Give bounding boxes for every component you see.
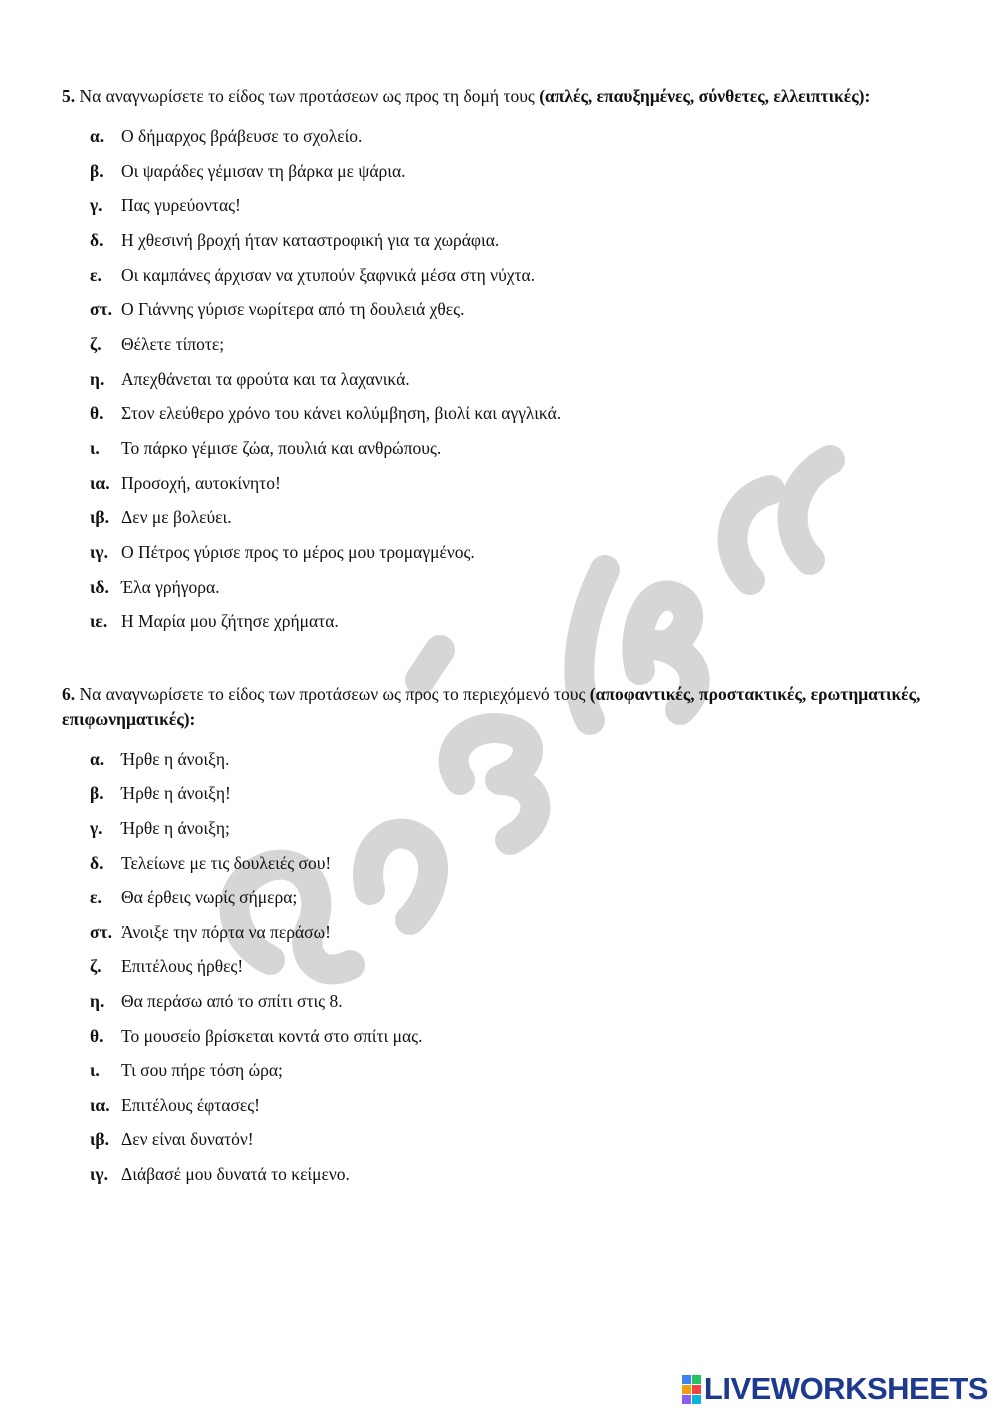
list-item <box>90 1157 932 1192</box>
item-text: Απεχθάνεται τα φρούτα και τα λαχανικά. <box>121 368 410 389</box>
exercise-6 <box>62 682 932 1192</box>
list-item <box>90 223 932 258</box>
item-letter: ε. <box>90 887 102 908</box>
list-item <box>90 154 932 189</box>
item-letter: δ. <box>90 229 104 250</box>
item-text: Δεν με βολεύει. <box>121 507 232 528</box>
exercise-5 <box>62 84 932 639</box>
list-item <box>90 188 932 223</box>
item-text: Οι ψαράδες γέμισαν τη βάρκα με ψάρια. <box>121 160 406 181</box>
item-text: Προσοχή, αυτοκίνητο! <box>121 472 281 493</box>
list-item <box>90 119 932 154</box>
list-item <box>90 777 932 812</box>
exercise-6-options: (αποφαντικές, προστακτικές, ερωτηματικές, επιφωνηματικές): <box>62 684 921 729</box>
item-letter: ι. <box>90 1060 100 1081</box>
exercise-5-prompt <box>62 84 932 109</box>
logo-tile <box>682 1395 691 1404</box>
item-text: Τι σου πήρε τόση ώρα; <box>121 1060 283 1081</box>
item-letter: ιγ. <box>90 1163 108 1184</box>
item-letter: ζ. <box>90 956 102 977</box>
item-text: Διάβασέ μου δυνατά το κείμενο. <box>121 1163 350 1184</box>
item-text: Ήρθε η άνοιξη! <box>121 783 231 804</box>
item-letter: ια. <box>90 472 110 493</box>
item-text: Τελείωνε με τις δουλειές σου! <box>121 852 332 873</box>
list-item <box>90 258 932 293</box>
item-text: Ήρθε η άνοιξη. <box>121 748 230 769</box>
list-item <box>90 605 932 640</box>
item-text: Ο δήμαρχος βράβευσε το σχολείο. <box>121 125 363 146</box>
item-text: Ο Πέτρος γύρισε προς το μέρος μου τρομαγμένος. <box>121 542 475 563</box>
logo-tile <box>692 1385 701 1394</box>
item-letter: η. <box>90 990 105 1011</box>
list-item <box>90 915 932 950</box>
item-letter: ε. <box>90 264 102 285</box>
exercise-5-instruction: Να αναγνωρίσετε το είδος των προτάσεων ως προς τη δομή τους <box>79 86 535 106</box>
brand-wordmark: LIVEWORKSHEETS <box>703 1371 988 1406</box>
list-item <box>90 950 932 985</box>
item-text: Επιτέλους ήρθες! <box>121 956 244 977</box>
list-item <box>90 1088 932 1123</box>
list-item <box>90 1123 932 1158</box>
exercise-6-instruction: Να αναγνωρίσετε το είδος των προτάσεων ως προς το περιεχόμενό τους <box>79 684 586 704</box>
item-letter: θ. <box>90 1025 104 1046</box>
exercise-6-number: 6. <box>62 684 76 704</box>
list-item <box>90 327 932 362</box>
exercise-5-options: (απλές, επαυξημένες, σύνθετες, ελλειπτικές): <box>539 86 871 106</box>
item-letter: ιβ. <box>90 1129 110 1150</box>
item-text: Ήρθε η άνοιξη; <box>121 817 230 838</box>
item-text: Θα έρθεις νωρίς σήμερα; <box>121 887 298 908</box>
list-item <box>90 742 932 777</box>
item-letter: α. <box>90 748 105 769</box>
logo-tile <box>682 1375 691 1384</box>
item-letter: στ. <box>90 921 112 942</box>
liveworksheets-branding[interactable] <box>682 1372 988 1406</box>
exercise-6-prompt <box>62 682 932 732</box>
item-letter: ιγ. <box>90 542 108 563</box>
item-letter: α. <box>90 125 105 146</box>
item-text: Πας γυρεύοντας! <box>121 195 241 216</box>
item-letter: θ. <box>90 403 104 424</box>
item-text: Η Μαρία μου ζήτησε χρήματα. <box>121 611 339 632</box>
item-text: Η χθεσινή βροχή ήταν καταστροφική για τα χωράφια. <box>121 229 500 250</box>
list-item <box>90 292 932 327</box>
liveworksheets-logo-icon <box>682 1375 701 1404</box>
item-letter: ιδ. <box>90 576 109 597</box>
logo-tile <box>692 1375 701 1384</box>
list-item <box>90 1019 932 1054</box>
list-item <box>90 362 932 397</box>
list-item <box>90 846 932 881</box>
item-text: Οι καμπάνες άρχισαν να χτυπούν ξαφνικά μέσα στη νύχτα. <box>121 264 536 285</box>
item-letter: γ. <box>90 195 103 216</box>
list-item <box>90 811 932 846</box>
list-item <box>90 1053 932 1088</box>
item-text: Το μουσείο βρίσκεται κοντά στο σπίτι μας. <box>121 1025 423 1046</box>
item-text: Θα περάσω από το σπίτι στις 8. <box>121 990 343 1011</box>
exercise-5-list <box>62 119 932 639</box>
item-text: Ο Γιάννης γύρισε νωρίτερα από τη δουλειά χθες. <box>121 299 465 320</box>
list-item <box>90 501 932 536</box>
exercise-5-number: 5. <box>62 86 76 106</box>
item-text: Άνοιξε την πόρτα να περάσω! <box>121 921 331 942</box>
item-text: Δεν είναι δυνατόν! <box>121 1129 254 1150</box>
list-item <box>90 570 932 605</box>
item-letter: η. <box>90 368 105 389</box>
item-text: Θέλετε τίποτε; <box>121 333 225 354</box>
list-item <box>90 984 932 1019</box>
item-text: Το πάρκο γέμισε ζώα, πουλιά και ανθρώπους. <box>121 438 442 459</box>
item-text: Επιτέλους έφτασες! <box>121 1094 261 1115</box>
item-letter: ια. <box>90 1094 110 1115</box>
item-letter: ζ. <box>90 333 102 354</box>
list-item <box>90 535 932 570</box>
item-letter: ι. <box>90 438 100 459</box>
item-letter: δ. <box>90 852 104 873</box>
list-item <box>90 466 932 501</box>
item-letter: ιε. <box>90 611 108 632</box>
item-letter: γ. <box>90 817 103 838</box>
item-text: Έλα γρήγορα. <box>121 576 220 597</box>
list-item <box>90 431 932 466</box>
item-letter: ιβ. <box>90 507 110 528</box>
list-item <box>90 397 932 432</box>
logo-tile <box>692 1395 701 1404</box>
item-letter: β. <box>90 160 104 181</box>
item-text: Στον ελεύθερο χρόνο του κάνει κολύμβηση, βιολί και αγγλικά. <box>121 403 562 424</box>
logo-tile <box>682 1385 691 1394</box>
item-letter: στ. <box>90 299 112 320</box>
list-item <box>90 880 932 915</box>
exercise-6-list <box>62 742 932 1192</box>
item-letter: β. <box>90 783 104 804</box>
